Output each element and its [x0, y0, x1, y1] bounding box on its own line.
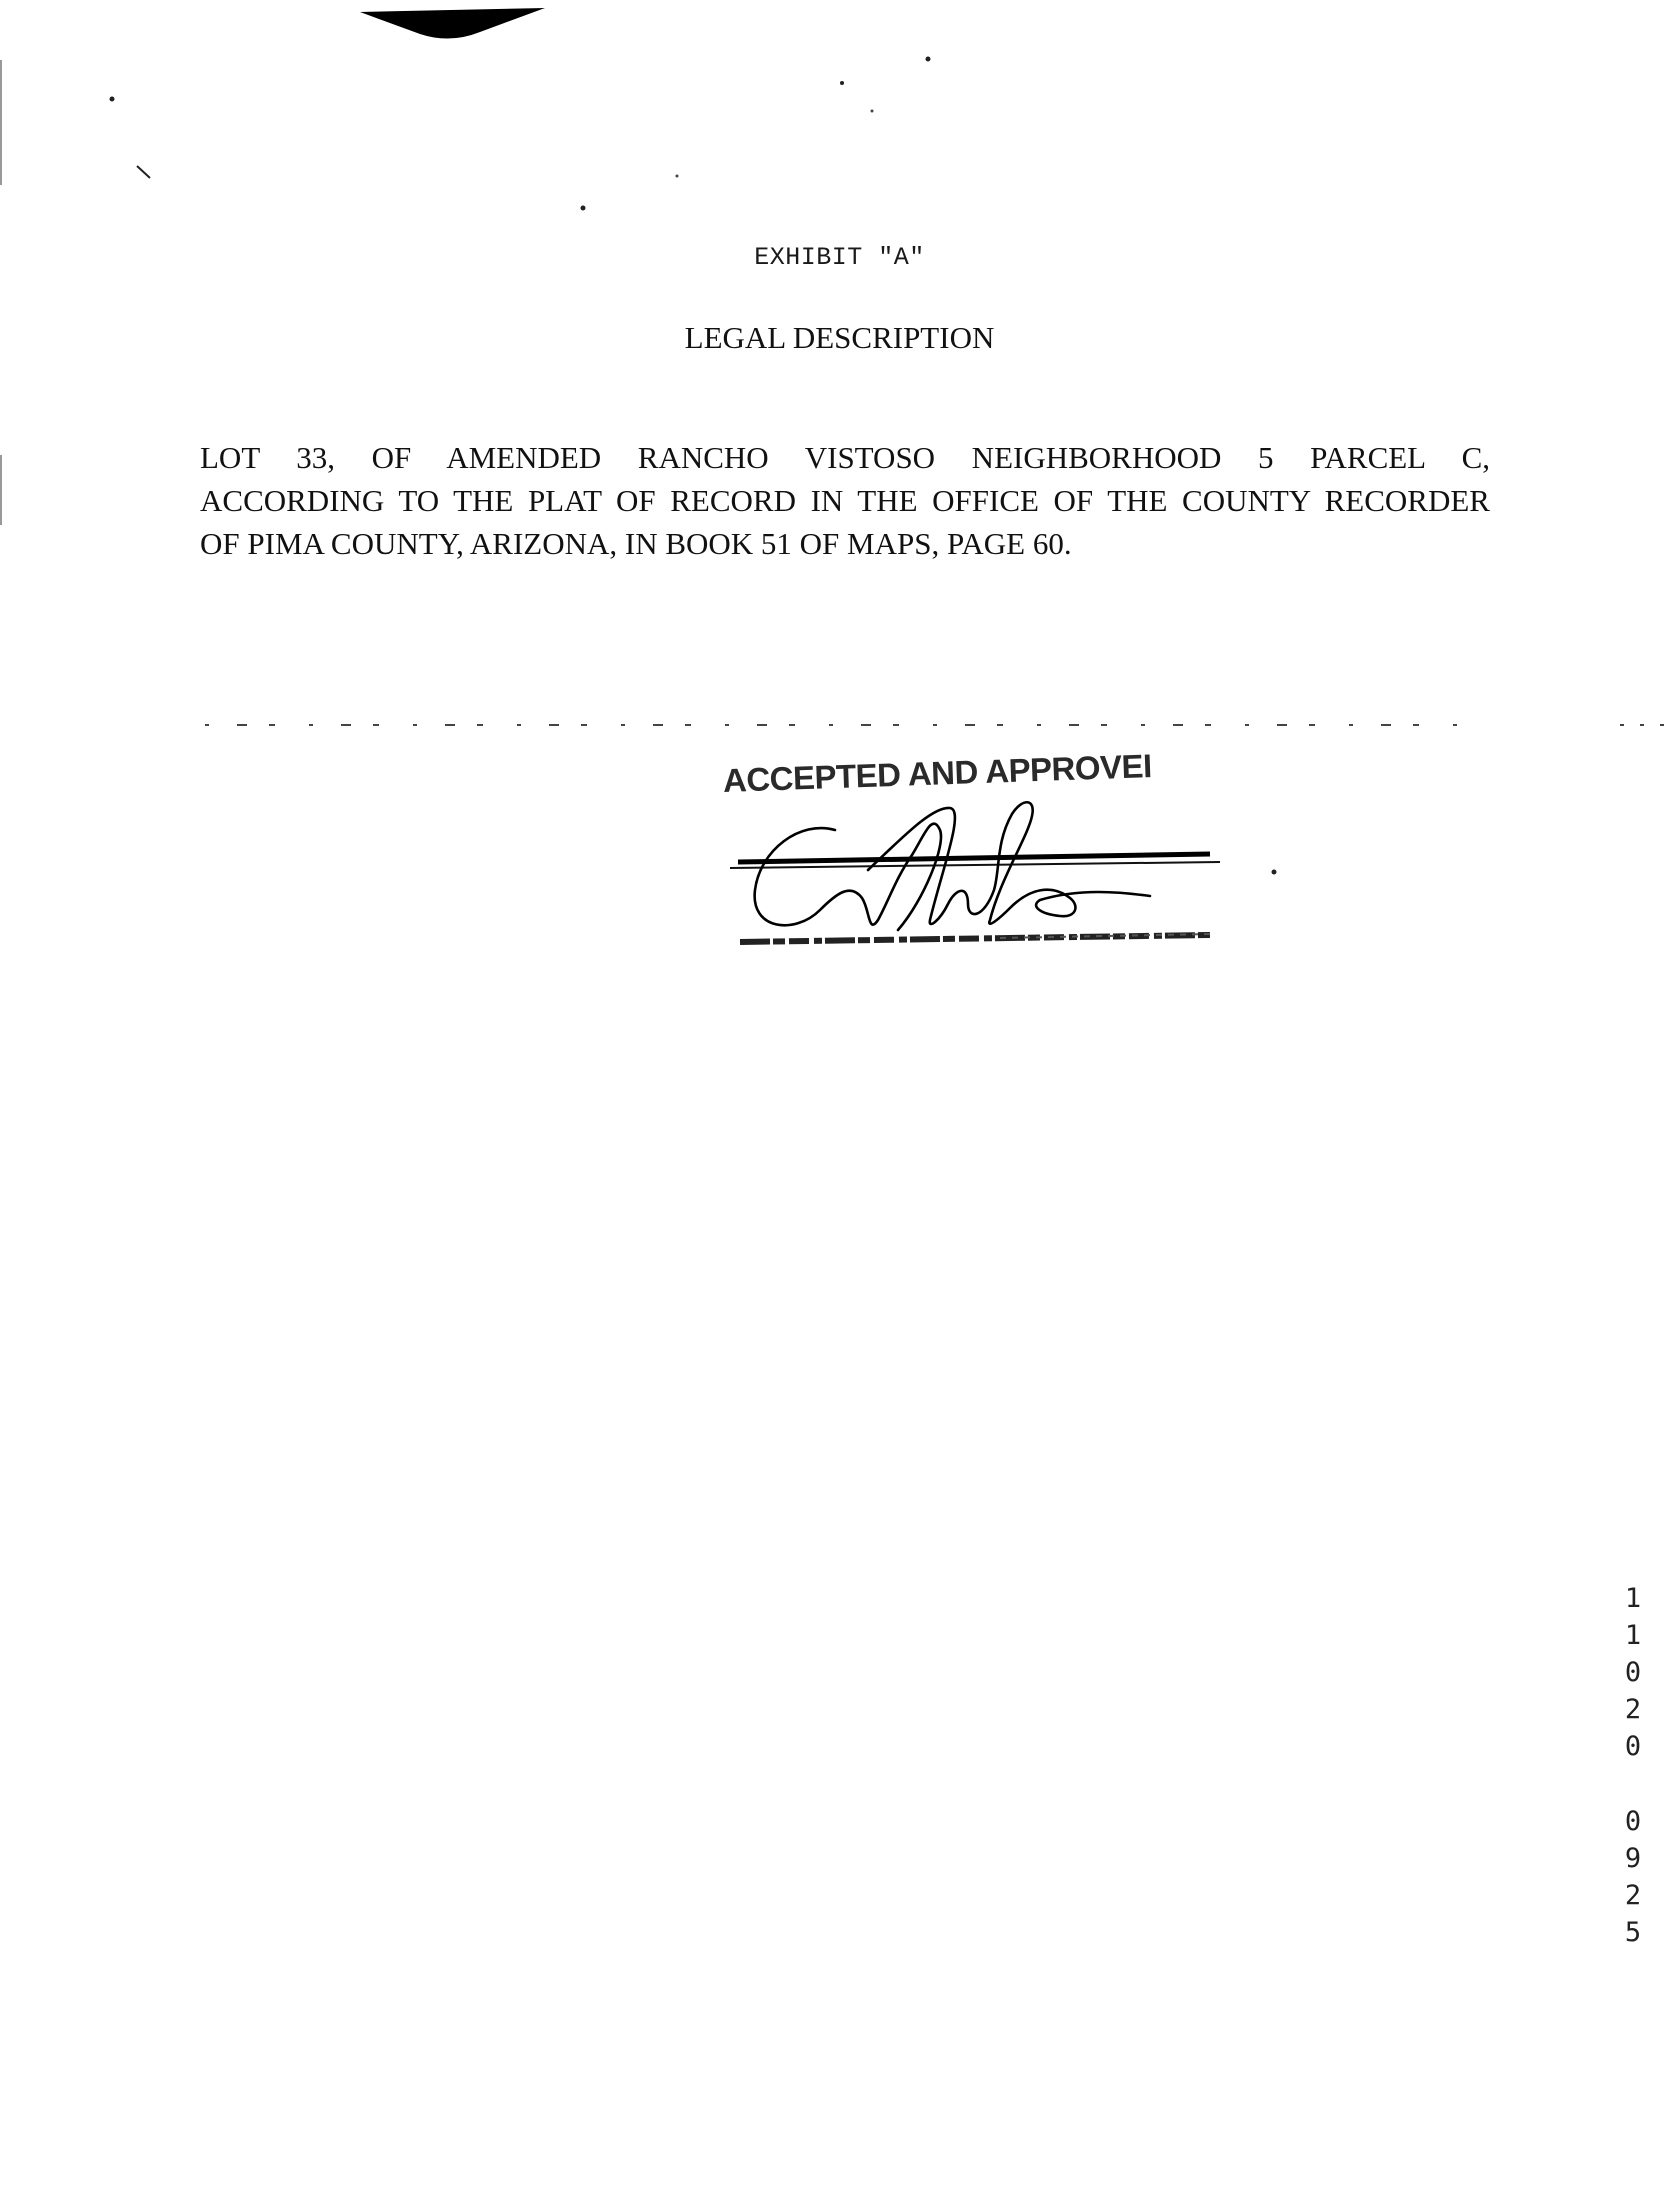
page-title: LEGAL DESCRIPTION [684, 320, 995, 355]
legal-line: LOT 33, OF AMENDED RANCHO VISTOSO NEIGHBORHOOD 5 PARCEL C, [200, 440, 1490, 475]
margin-digit: 1 [1624, 1583, 1642, 1614]
signature [700, 770, 1240, 970]
margin-digit: 9 [1624, 1843, 1642, 1874]
margin-digit: 0 [1624, 1657, 1642, 1688]
margin-digit: 0 [1624, 1806, 1642, 1837]
legal-description [200, 436, 1490, 565]
legal-line: OF PIMA COUNTY, ARIZONA, IN BOOK 51 OF MAPS, PAGE 60. [200, 526, 1072, 561]
margin-digit: 0 [1624, 1731, 1642, 1762]
margin-digit: 2 [1624, 1694, 1642, 1725]
margin-digit: 1 [1624, 1620, 1642, 1651]
margin-digit: 2 [1624, 1880, 1642, 1911]
margin-digit: 5 [1624, 1917, 1642, 1948]
top-ink-blot [360, 4, 545, 44]
approval-stamp: ACCEPTED AND APPROVEI [722, 747, 1153, 799]
legal-line: ACCORDING TO THE PLAT OF RECORD IN THE OFFICE OF THE COUNTY RECORDER [200, 483, 1490, 518]
exhibit-label: EXHIBIT "A" [754, 243, 925, 272]
margin-document-number [1618, 1580, 1648, 1951]
